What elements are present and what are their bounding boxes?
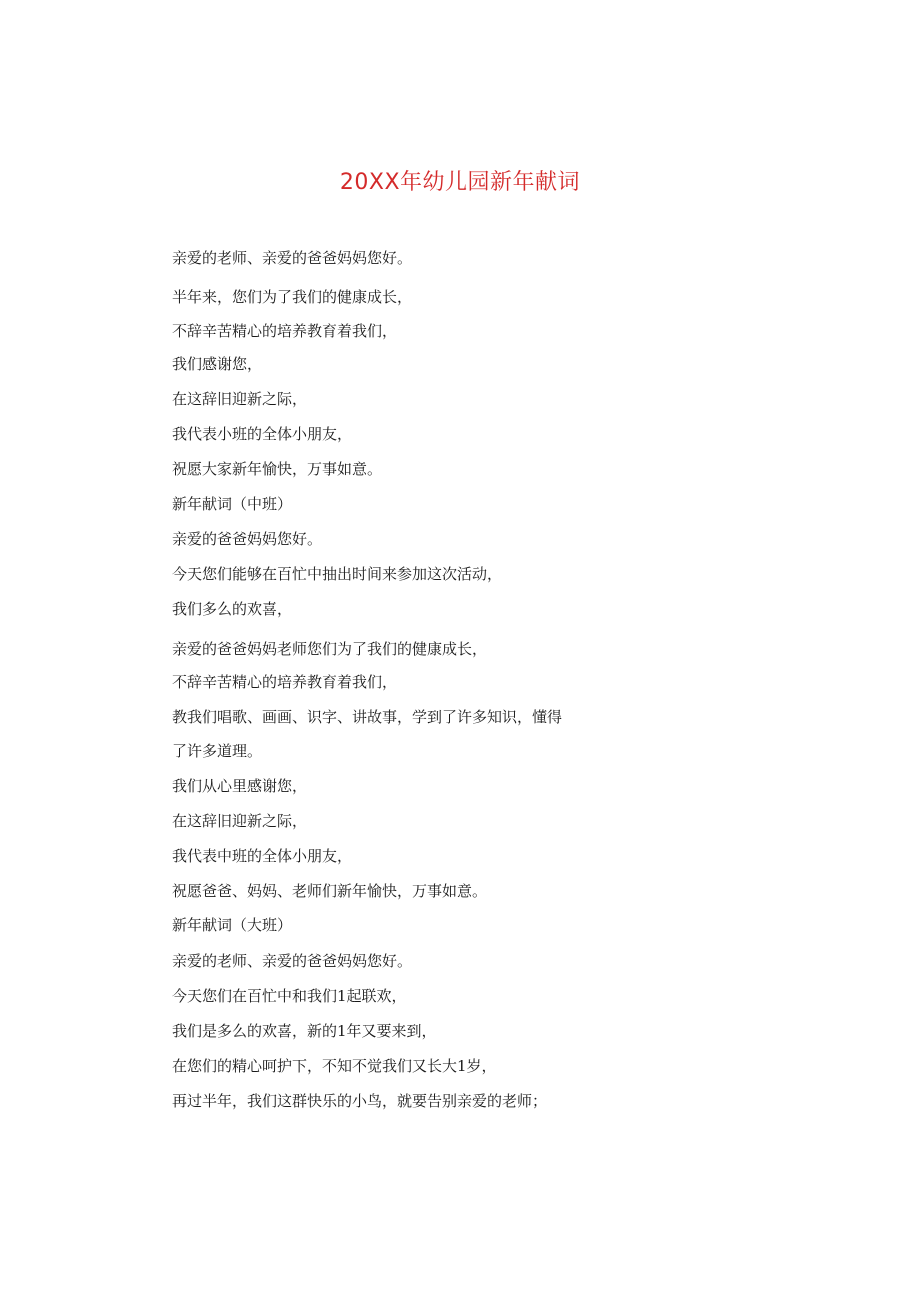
paragraph-line: 祝愿大家新年愉快，万事如意。: [172, 460, 383, 478]
paragraph-line: 不辞辛苦精心的培养教育着我们，: [172, 322, 398, 340]
paragraph-line: 在这辞旧迎新之际，: [172, 390, 308, 408]
paragraph-line: 了许多道理。: [172, 742, 263, 760]
paragraph-line: 半年来，您们为了我们的健康成长，: [172, 288, 413, 306]
paragraph-line: 我们感谢您，: [172, 355, 263, 373]
paragraph-line: 我们多么的欢喜，: [172, 600, 293, 618]
paragraph-line: 亲爱的老师、亲爱的爸爸妈妈您好。: [172, 952, 413, 970]
paragraph-line: 再过半年，我们这群快乐的小鸟，就要告别亲爱的老师；: [172, 1092, 548, 1110]
section-heading: 新年献词（中班）: [172, 495, 293, 513]
paragraph-line: 我代表小班的全体小朋友，: [172, 425, 353, 443]
document-title: 20XX年幼儿园新年献词: [339, 170, 581, 195]
paragraph-line: 在您们的精心呵护下，不知不觉我们又长大1岁，: [172, 1057, 497, 1075]
paragraph-line: 我代表中班的全体小朋友，: [172, 847, 353, 865]
paragraph-line: 祝愿爸爸、妈妈、老师们新年愉快，万事如意。: [172, 882, 488, 900]
paragraph-line: 不辞辛苦精心的培养教育着我们，: [172, 673, 398, 691]
paragraph-line: 亲爱的爸爸妈妈您好。: [172, 530, 323, 548]
paragraph-line: 今天您们在百忙中和我们1起联欢，: [172, 987, 407, 1005]
paragraph-line: 今天您们能够在百忙中抽出时间来参加这次活动，: [172, 565, 503, 583]
section-heading: 新年献词（大班）: [172, 916, 293, 934]
paragraph-line: 教我们唱歌、画画、识字、讲故事，学到了许多知识，懂得: [172, 708, 563, 726]
paragraph-line: 我们从心里感谢您，: [172, 777, 308, 795]
paragraph-line: 我们是多么的欢喜，新的1年又要来到，: [172, 1022, 437, 1040]
paragraph-line: 在这辞旧迎新之际，: [172, 812, 308, 830]
paragraph-line: 亲爱的爸爸妈妈老师您们为了我们的健康成长，: [172, 640, 488, 658]
paragraph-line: 亲爱的老师、亲爱的爸爸妈妈您好。: [172, 249, 413, 267]
